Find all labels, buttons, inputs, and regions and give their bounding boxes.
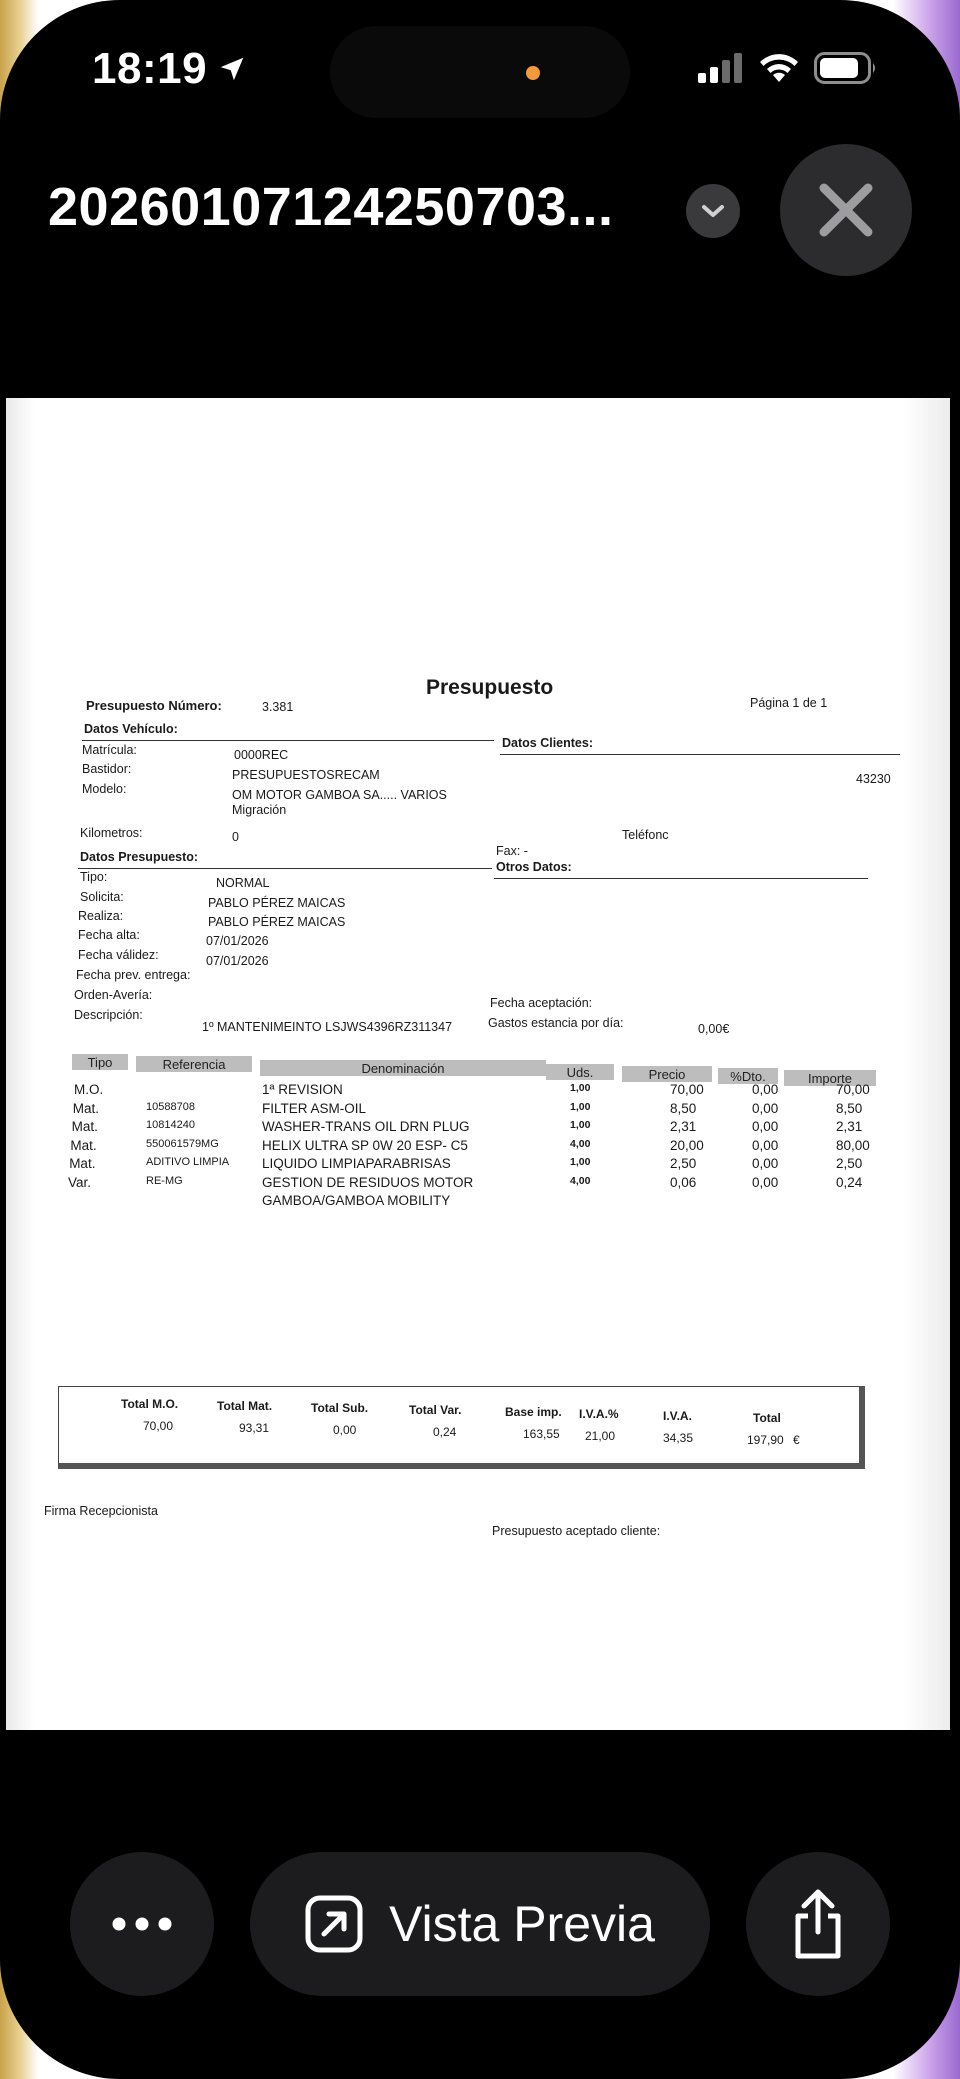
close-icon [818,182,874,238]
line-denominacion: LIQUIDO LIMPIAPARABRISAS [262,1156,451,1171]
table-row [46,1101,886,1120]
telefono-label: Teléfonc [622,828,669,842]
divider [78,868,492,869]
col-precio: Precio [622,1066,712,1082]
line-precio: 20,00 [670,1137,704,1153]
open-in-preview-button[interactable] [250,1852,710,1996]
kilometros-label: Kilometros: [80,826,143,840]
more-icon [112,1917,172,1931]
line-uds: 1,00 [570,1082,591,1094]
doc-title: Presupuesto [426,676,554,699]
numero-value: 3.381 [262,700,294,714]
total-sub-value: 0,00 [333,1423,357,1437]
line-importe: 0,24 [836,1174,863,1190]
line-tipo: Mat. [71,1119,98,1134]
battery-icon [814,52,878,84]
table-row [46,1138,886,1157]
share-icon [790,1888,846,1960]
open-in-preview-label: Vista Previa [389,1896,655,1952]
gastos-value: 0,00€ [698,1022,730,1036]
open-external-icon [305,1895,363,1953]
line-dto: 0,00 [752,1156,779,1171]
col-tipo: Tipo [72,1054,128,1070]
modelo-value-2: Migración [232,803,287,817]
fecha-alta-label: Fecha alta: [78,928,140,942]
total-mo-value: 70,00 [143,1419,174,1433]
line-dto: 0,00 [752,1119,779,1134]
col-uds: Uds. [546,1064,614,1080]
share-button[interactable] [746,1852,890,1996]
fecha-alta-value: 07/01/2026 [206,934,269,948]
line-importe: 2,31 [836,1119,863,1134]
iva-pct-label: I.V.A.% [579,1407,619,1421]
line-referencia: 10814240 [146,1119,195,1131]
modelo-label: Modelo: [82,782,127,796]
line-importe: 70,00 [836,1082,870,1097]
table-row [46,1193,886,1212]
dynamic-island [330,26,630,118]
line-dto: 0,00 [752,1082,779,1097]
line-uds: 1,00 [570,1119,591,1131]
table-row [46,1156,886,1175]
line-tipo: Mat. [72,1100,100,1116]
total-mat-label: Total Mat. [217,1399,273,1413]
fecha-aceptacion-label: Fecha aceptación: [490,996,593,1010]
presupuesto-section: Datos Presupuesto: [80,850,199,864]
matricula-value: 0000REC [234,748,289,762]
descripcion-value: 1º MANTENIMEINTO LSJWS4396RZ311347 [202,1020,453,1034]
line-precio: 2,50 [670,1156,697,1171]
fecha-validez-value: 07/01/2026 [206,954,269,968]
line-tipo: Var. [68,1174,92,1190]
solicita-value: PABLO PÉREZ MAICAS [208,896,346,910]
line-importe: 80,00 [836,1137,870,1153]
total-label: Total [753,1411,781,1425]
solicita-label: Solicita: [80,890,124,904]
wifi-icon [758,52,800,84]
line-uds: 1,00 [570,1100,591,1113]
close-button[interactable] [780,144,912,276]
line-denominacion: 1ª REVISION [262,1082,343,1097]
iva-value: 34,35 [663,1431,694,1445]
col-dto: %Dto. [718,1068,778,1084]
iva-label: I.V.A. [663,1409,692,1423]
table-row [46,1119,886,1138]
clientes-section: Datos Clientes: [502,736,593,750]
line-precio: 0,06 [670,1174,697,1190]
line-uds: 1,00 [570,1156,591,1168]
bastidor-value: PRESUPUESTOSRECAM [232,768,380,782]
iva-pct-value: 21,00 [585,1429,616,1443]
line-uds: 4,00 [570,1137,591,1150]
line-denominacion: FILTER ASM-OIL [262,1100,367,1116]
line-denominacion: GAMBOA/GAMBOA MOBILITY [262,1193,451,1208]
vehiculo-section: Datos Vehículo: [84,722,178,736]
line-precio: 8,50 [670,1100,697,1116]
line-tipo: M.O. [74,1082,104,1097]
cellular-signal-icon [698,53,744,83]
total-value: 197,90 [747,1433,784,1447]
privacy-indicator [526,66,540,80]
divider [500,754,900,755]
line-dto: 0,00 [752,1174,779,1190]
currency: € [793,1433,800,1447]
chevron-down-icon [700,202,726,220]
title-menu-button[interactable] [686,184,740,238]
base-value: 163,55 [523,1427,560,1441]
col-referencia: Referencia [136,1056,252,1072]
line-tipo: Mat. [70,1137,97,1153]
document-preview[interactable] [6,398,950,1730]
totals-box [58,1386,865,1469]
kilometros-value: 0 [232,830,239,844]
gastos-label: Gastos estancia por día: [488,1016,624,1030]
otros-section: Otros Datos: [496,860,572,874]
col-denominacion: Denominación [260,1060,546,1076]
cliente-code: 43230 [856,772,891,786]
realiza-value: PABLO PÉREZ MAICAS [208,915,346,929]
total-sub-label: Total Sub. [311,1401,369,1415]
line-uds: 4,00 [570,1174,591,1187]
line-precio: 70,00 [670,1082,704,1097]
total-mo-label: Total M.O. [121,1397,179,1411]
descripcion-label: Descripción: [74,1008,143,1022]
matricula-label: Matrícula: [82,743,137,757]
divider [82,740,494,741]
table-row [46,1175,886,1194]
line-dto: 0,00 [752,1137,779,1153]
total-mat-value: 93,31 [239,1421,270,1435]
location-arrow-icon [217,54,247,84]
line-referencia: ADITIVO LIMPIA [146,1156,230,1168]
total-var-label: Total Var. [409,1403,462,1417]
line-importe: 8,50 [836,1100,863,1116]
line-referencia: 550061579MG [146,1137,219,1150]
fecha-prev-label: Fecha prev. entrega: [76,968,191,982]
base-label: Base imp. [505,1405,562,1419]
line-denominacion: WASHER-TRANS OIL DRN PLUG [262,1119,470,1134]
bastidor-label: Bastidor: [82,762,132,776]
line-tipo: Mat. [69,1156,96,1171]
status-time: 18:19 [92,44,247,94]
fecha-validez-label: Fecha válidez: [78,948,159,962]
numero-label: Presupuesto Número: [86,698,222,713]
line-denominacion: HELIX ULTRA SP 0W 20 ESP- C5 [262,1137,468,1153]
divider [494,878,868,879]
more-button[interactable] [70,1852,214,1996]
tipo-label: Tipo: [80,870,108,884]
realiza-label: Realiza: [78,909,124,923]
status-icons [698,52,878,84]
line-denominacion: GESTION DE RESIDUOS MOTOR [262,1174,474,1190]
file-title[interactable]: 20260107124250703... [48,177,614,237]
pagina: Página 1 de 1 [750,696,828,710]
line-referencia: 10588708 [146,1100,195,1113]
line-dto: 0,00 [752,1100,779,1116]
aceptado-label: Presupuesto aceptado cliente: [492,1524,661,1538]
total-var-value: 0,24 [433,1425,457,1439]
fax-label: Fax: - [496,844,528,858]
modelo-value: OM MOTOR GAMBOA SA..... VARIOS [232,788,447,802]
table-row [46,1082,886,1101]
orden-label: Orden-Avería: [74,988,153,1002]
firma-label: Firma Recepcionista [44,1504,158,1518]
line-precio: 2,31 [670,1119,697,1134]
line-importe: 2,50 [836,1156,863,1171]
col-importe: Importe [784,1070,876,1086]
line-referencia: RE-MG [146,1174,183,1187]
tipo-value: NORMAL [216,876,270,890]
